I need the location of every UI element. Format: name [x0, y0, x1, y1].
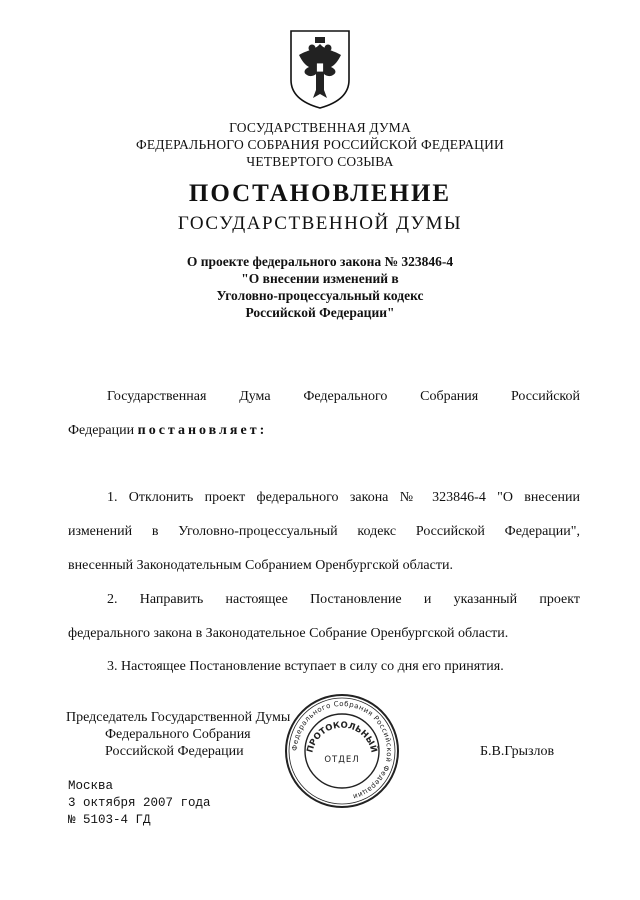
item-1-line-3: внесенный Законодательным Собранием Оренбургской области.: [68, 558, 453, 573]
subject-line-3: Уголовно-процессуальный кодекс: [216, 288, 424, 303]
footer-date: 3 октября 2007 года: [68, 796, 211, 810]
item-1-line-1: 1. Отклонить проект федерального закона № 323846-4 "О внесении: [107, 490, 580, 505]
double-headed-eagle-icon: [288, 28, 352, 110]
item-2-line-2: федерального закона в Законодательное Собрание Оренбургской области.: [68, 626, 509, 641]
item-1-line-2: изменений в Уголовно-процессуальный кодекс Российской Федерации",: [68, 524, 580, 539]
preamble-line-1: Государственная Дума Федерального Собрания Российской: [107, 389, 580, 404]
subject-line-2: "О внесении изменений в: [241, 271, 399, 286]
document-title: ПОСТАНОВЛЕНИЕ: [188, 180, 452, 207]
footer-number: № 5103-4 ГД: [68, 813, 151, 827]
seal-inner-top: ПРОТОКОЛЬНЫЙ: [305, 720, 379, 754]
resolves-word: постановляет:: [137, 423, 268, 438]
header-line-1: ГОСУДАРСТВЕННАЯ ДУМА: [229, 120, 411, 135]
document-subtitle: ГОСУДАРСТВЕННОЙ ДУМЫ: [177, 213, 463, 234]
state-emblem: [288, 28, 352, 110]
seal-ring-text: Федерального Собрания Российской Федерации: [290, 699, 394, 801]
official-seal: [283, 692, 401, 810]
subject-line-1: О проекте федерального закона № 323846-4: [186, 254, 454, 269]
seal-stamp-icon: [283, 692, 401, 810]
signatory-title-line-3: Российской Федерации: [105, 744, 244, 759]
seal-inner-center: ОТДЕЛ: [324, 755, 360, 765]
subject-line-4: Российской Федерации": [245, 305, 395, 320]
item-3-line-1: 3. Настоящее Постановление вступает в силу со дня его принятия.: [107, 659, 504, 674]
signatory-name: Б.В.Грызлов: [480, 744, 555, 759]
header-line-2: ФЕДЕРАЛЬНОГО СОБРАНИЯ РОССИЙСКОЙ ФЕДЕРАЦИИ: [136, 137, 504, 152]
preamble-line-2-prefix: Федерации: [68, 423, 138, 438]
preamble-line-2: [68, 423, 267, 439]
signatory-title-line-1: Председатель Государственной Думы: [66, 710, 291, 725]
header-line-3: ЧЕТВЕРТОГО СОЗЫВА: [246, 154, 394, 169]
signatory-title-line-2: Федерального Собрания: [105, 727, 251, 742]
footer-city: Москва: [68, 779, 114, 793]
item-2-line-1: 2. Направить настоящее Постановление и указанный проект: [107, 592, 580, 607]
